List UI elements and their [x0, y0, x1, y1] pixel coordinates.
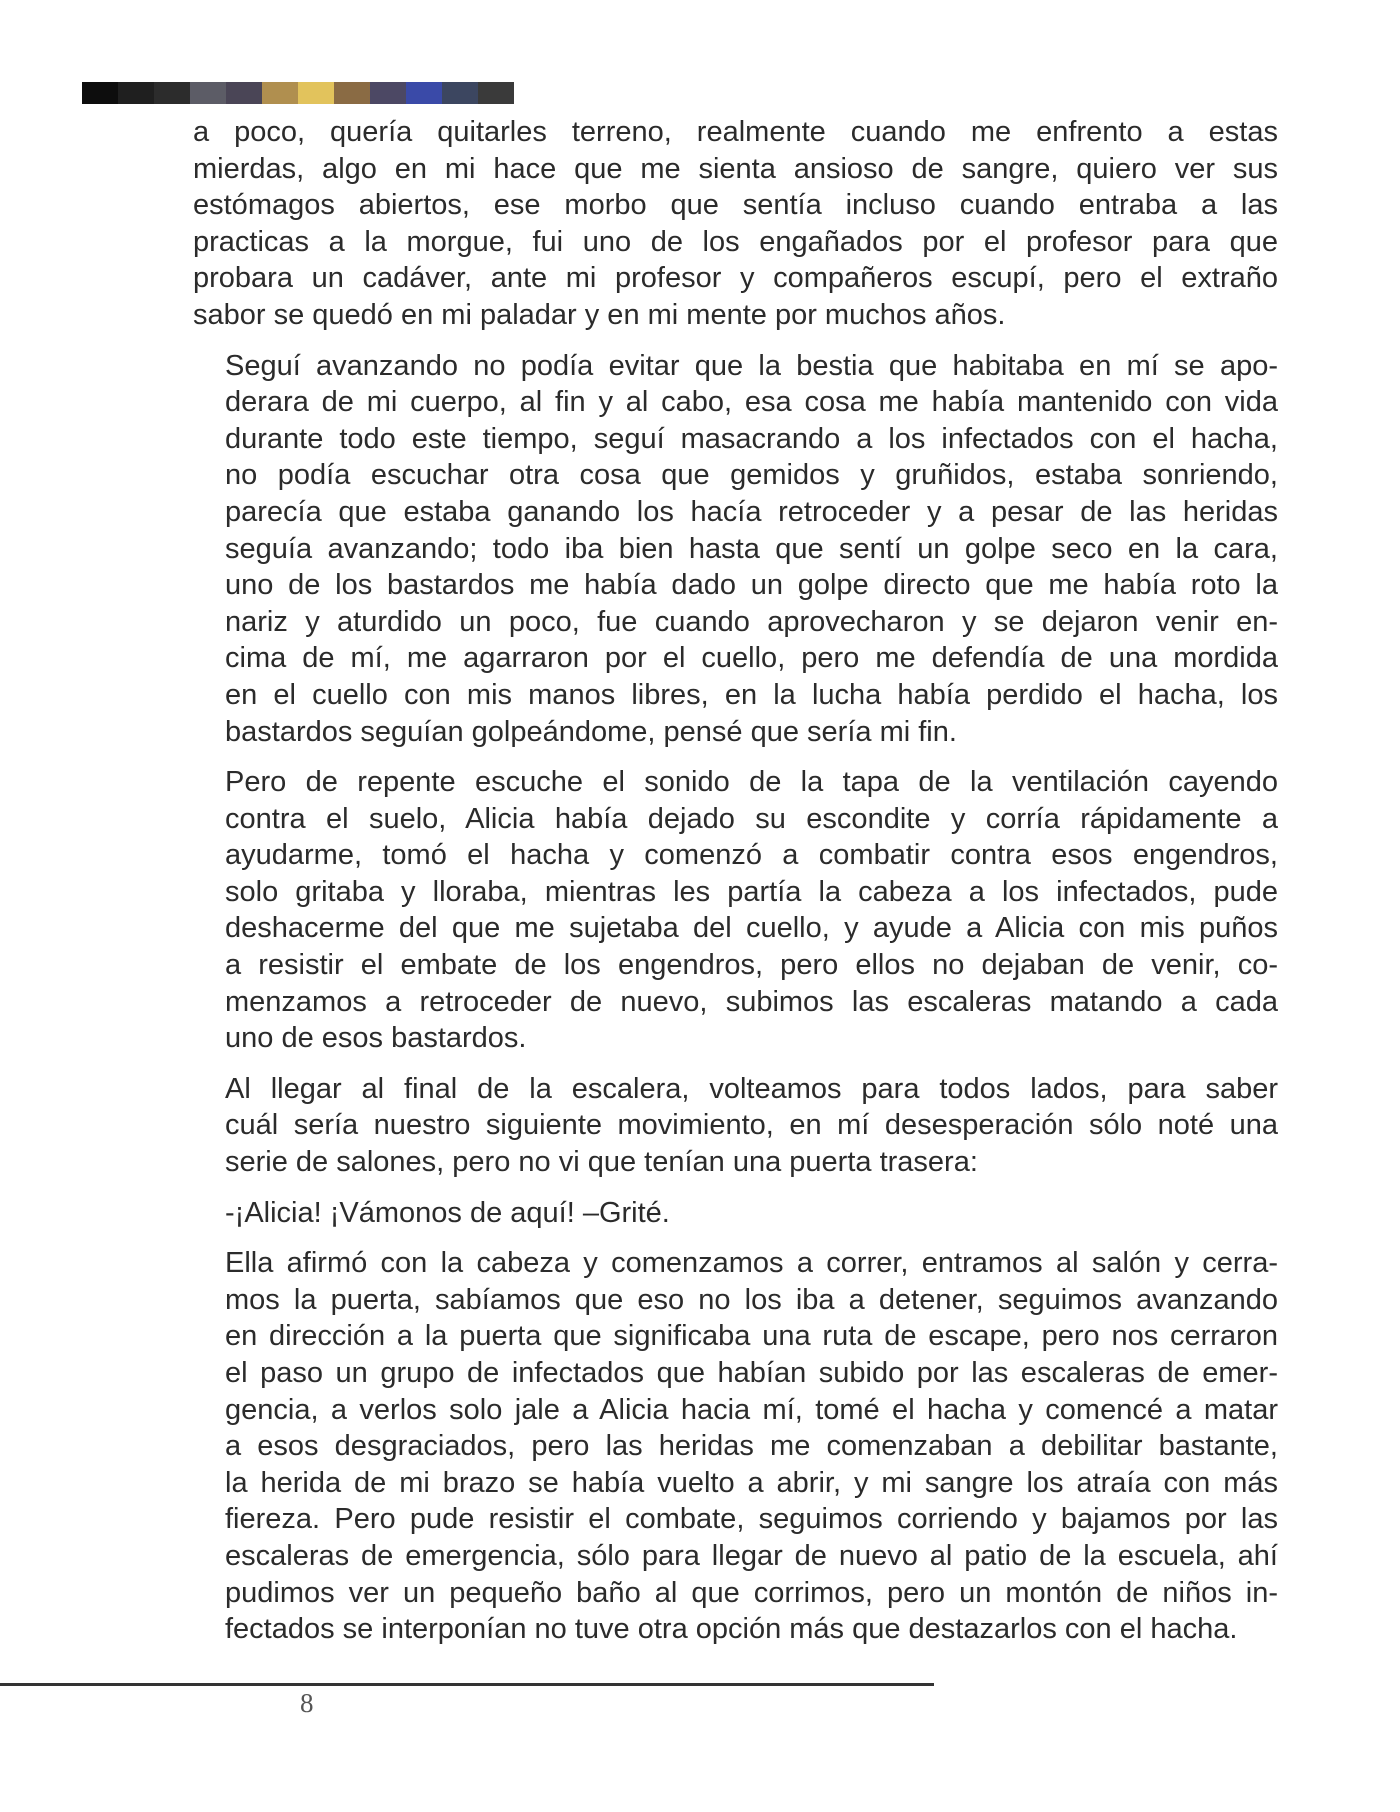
text-line: mierdas, algo en mi hace que me sienta ansioso de sangre, quiero ver sus: [193, 152, 1278, 185]
color-swatch: [154, 82, 190, 104]
text-line: escaleras de emergencia, sólo para llegar de nuevo al patio de la escuela, ahí: [225, 1539, 1278, 1572]
text-line: serie de salones, pero no vi que tenían una puerta trasera:: [225, 1146, 978, 1179]
color-swatch: [370, 82, 406, 104]
text-line: Al llegar al final de la escalera, volteamos para todos lados, para saber: [225, 1072, 1278, 1105]
text-line: durante todo este tiempo, seguí masacrando a los infectados con el hacha,: [225, 422, 1278, 455]
color-swatch: [298, 82, 334, 104]
text-line: parecía que estaba ganando los hacía retroceder y a pesar de las heridas: [225, 495, 1278, 528]
page-number: 8: [300, 1688, 314, 1718]
text-line: contra el suelo, Alicia había dejado su escondite y corría rápidamente a: [225, 802, 1278, 835]
paragraph: [193, 1195, 1278, 1232]
text-line: derara de mi cuerpo, al fin y al cabo, esa cosa me había mantenido con vida: [225, 386, 1278, 419]
header-color-bar: [82, 82, 514, 104]
text-line: deshacerme del que me sujetaba del cuello, y ayude a Alicia con mis puños: [225, 912, 1278, 945]
paragraph: [193, 1245, 1278, 1648]
text-line: uno de los bastardos me había dado un golpe directo que me había roto la: [225, 569, 1278, 602]
text-line: fectados se interponían no tuve otra opción más que destazarlos con el hacha.: [225, 1613, 1238, 1646]
text-line: seguía avanzando; todo iba bien hasta que sentí un golpe seco en la cara,: [225, 532, 1278, 565]
color-swatch: [190, 82, 226, 104]
text-line: fiereza. Pero pude resistir el combate, seguimos corriendo y bajamos por las: [225, 1503, 1278, 1536]
text-line: nariz y aturdido un poco, fue cuando aprovecharon y se dejaron venir en-: [225, 605, 1278, 638]
color-swatch: [262, 82, 298, 104]
color-swatch: [442, 82, 478, 104]
text-line: menzamos a retroceder de nuevo, subimos las escaleras matando a cada: [225, 985, 1278, 1018]
text-line: a poco, quería quitarles terreno, realmente cuando me enfrento a estas: [193, 116, 1278, 148]
body-text: [193, 114, 1278, 1662]
text-line: cuál sería nuestro siguiente movimiento, en mí desesperación sólo noté una: [225, 1109, 1278, 1142]
text-line: mos la puerta, sabíamos que eso no los iba a detener, seguimos avanzando: [225, 1283, 1278, 1316]
text-line: bastardos seguían golpeándome, pensé que sería mi fin.: [225, 715, 957, 748]
paragraph: [193, 114, 1278, 334]
text-line: Pero de repente escuche el sonido de la tapa de la ventilación cayendo: [225, 766, 1278, 799]
text-line: Seguí avanzando no podía evitar que la bestia que habitaba en mí se apo-: [225, 349, 1278, 382]
color-swatch: [406, 82, 442, 104]
color-swatch: [226, 82, 262, 104]
text-line: sabor se quedó en mi paladar y en mi mente por muchos años.: [193, 298, 1006, 331]
text-line: a esos desgraciados, pero las heridas me comenzaban a debilitar bastante,: [225, 1430, 1278, 1463]
color-swatch: [118, 82, 154, 104]
text-line: el paso un grupo de infectados que habían subido por las escaleras de emer-: [225, 1357, 1278, 1389]
footer-rule: [0, 1683, 934, 1686]
text-line: cima de mí, me agarraron por el cuello, pero me defendía de una mordida: [225, 642, 1278, 675]
text-line: estómagos abiertos, ese morbo que sentía incluso cuando entraba a las: [193, 189, 1278, 222]
text-line: pudimos ver un pequeño baño al que corrimos, pero un montón de niños in-: [225, 1576, 1278, 1609]
text-line: probara un cadáver, ante mi profesor y compañeros escupí, pero el extraño: [193, 262, 1278, 295]
paragraph: [193, 348, 1278, 751]
paragraph: [193, 1071, 1278, 1181]
text-line: no podía escuchar otra cosa que gemidos y gruñidos, estaba sonriendo,: [225, 459, 1278, 492]
text-line: -¡Alicia! ¡Vámonos de aquí! –Grité.: [225, 1196, 670, 1229]
text-line: la herida de mi brazo se había vuelto a abrir, y mi sangre los atraía con más: [225, 1466, 1278, 1499]
text-line: ayudarme, tomó el hacha y comenzó a combatir contra esos engendros,: [225, 839, 1278, 872]
text-line: en el cuello con mis manos libres, en la lucha había perdido el hacha, los: [225, 678, 1278, 711]
text-line: practicas a la morgue, fui uno de los engañados por el profesor para que: [193, 225, 1278, 258]
text-line: gencia, a verlos solo jale a Alicia hacia mí, tomé el hacha y comencé a matar: [225, 1393, 1278, 1426]
text-line: en dirección a la puerta que significaba una ruta de escape, pero nos cerraron: [225, 1320, 1278, 1353]
text-line: solo gritaba y lloraba, mientras les partía la cabeza a los infectados, pude: [225, 875, 1278, 908]
text-line: Ella afirmó con la cabeza y comenzamos a correr, entramos al salón y cerra-: [225, 1247, 1278, 1280]
text-line: a resistir el embate de los engendros, pero ellos no dejaban de venir, co-: [225, 949, 1278, 982]
text-line: uno de esos bastardos.: [225, 1022, 527, 1055]
paragraph: [193, 764, 1278, 1057]
color-swatch: [478, 82, 514, 104]
color-swatch: [82, 82, 118, 104]
color-swatch: [334, 82, 370, 104]
